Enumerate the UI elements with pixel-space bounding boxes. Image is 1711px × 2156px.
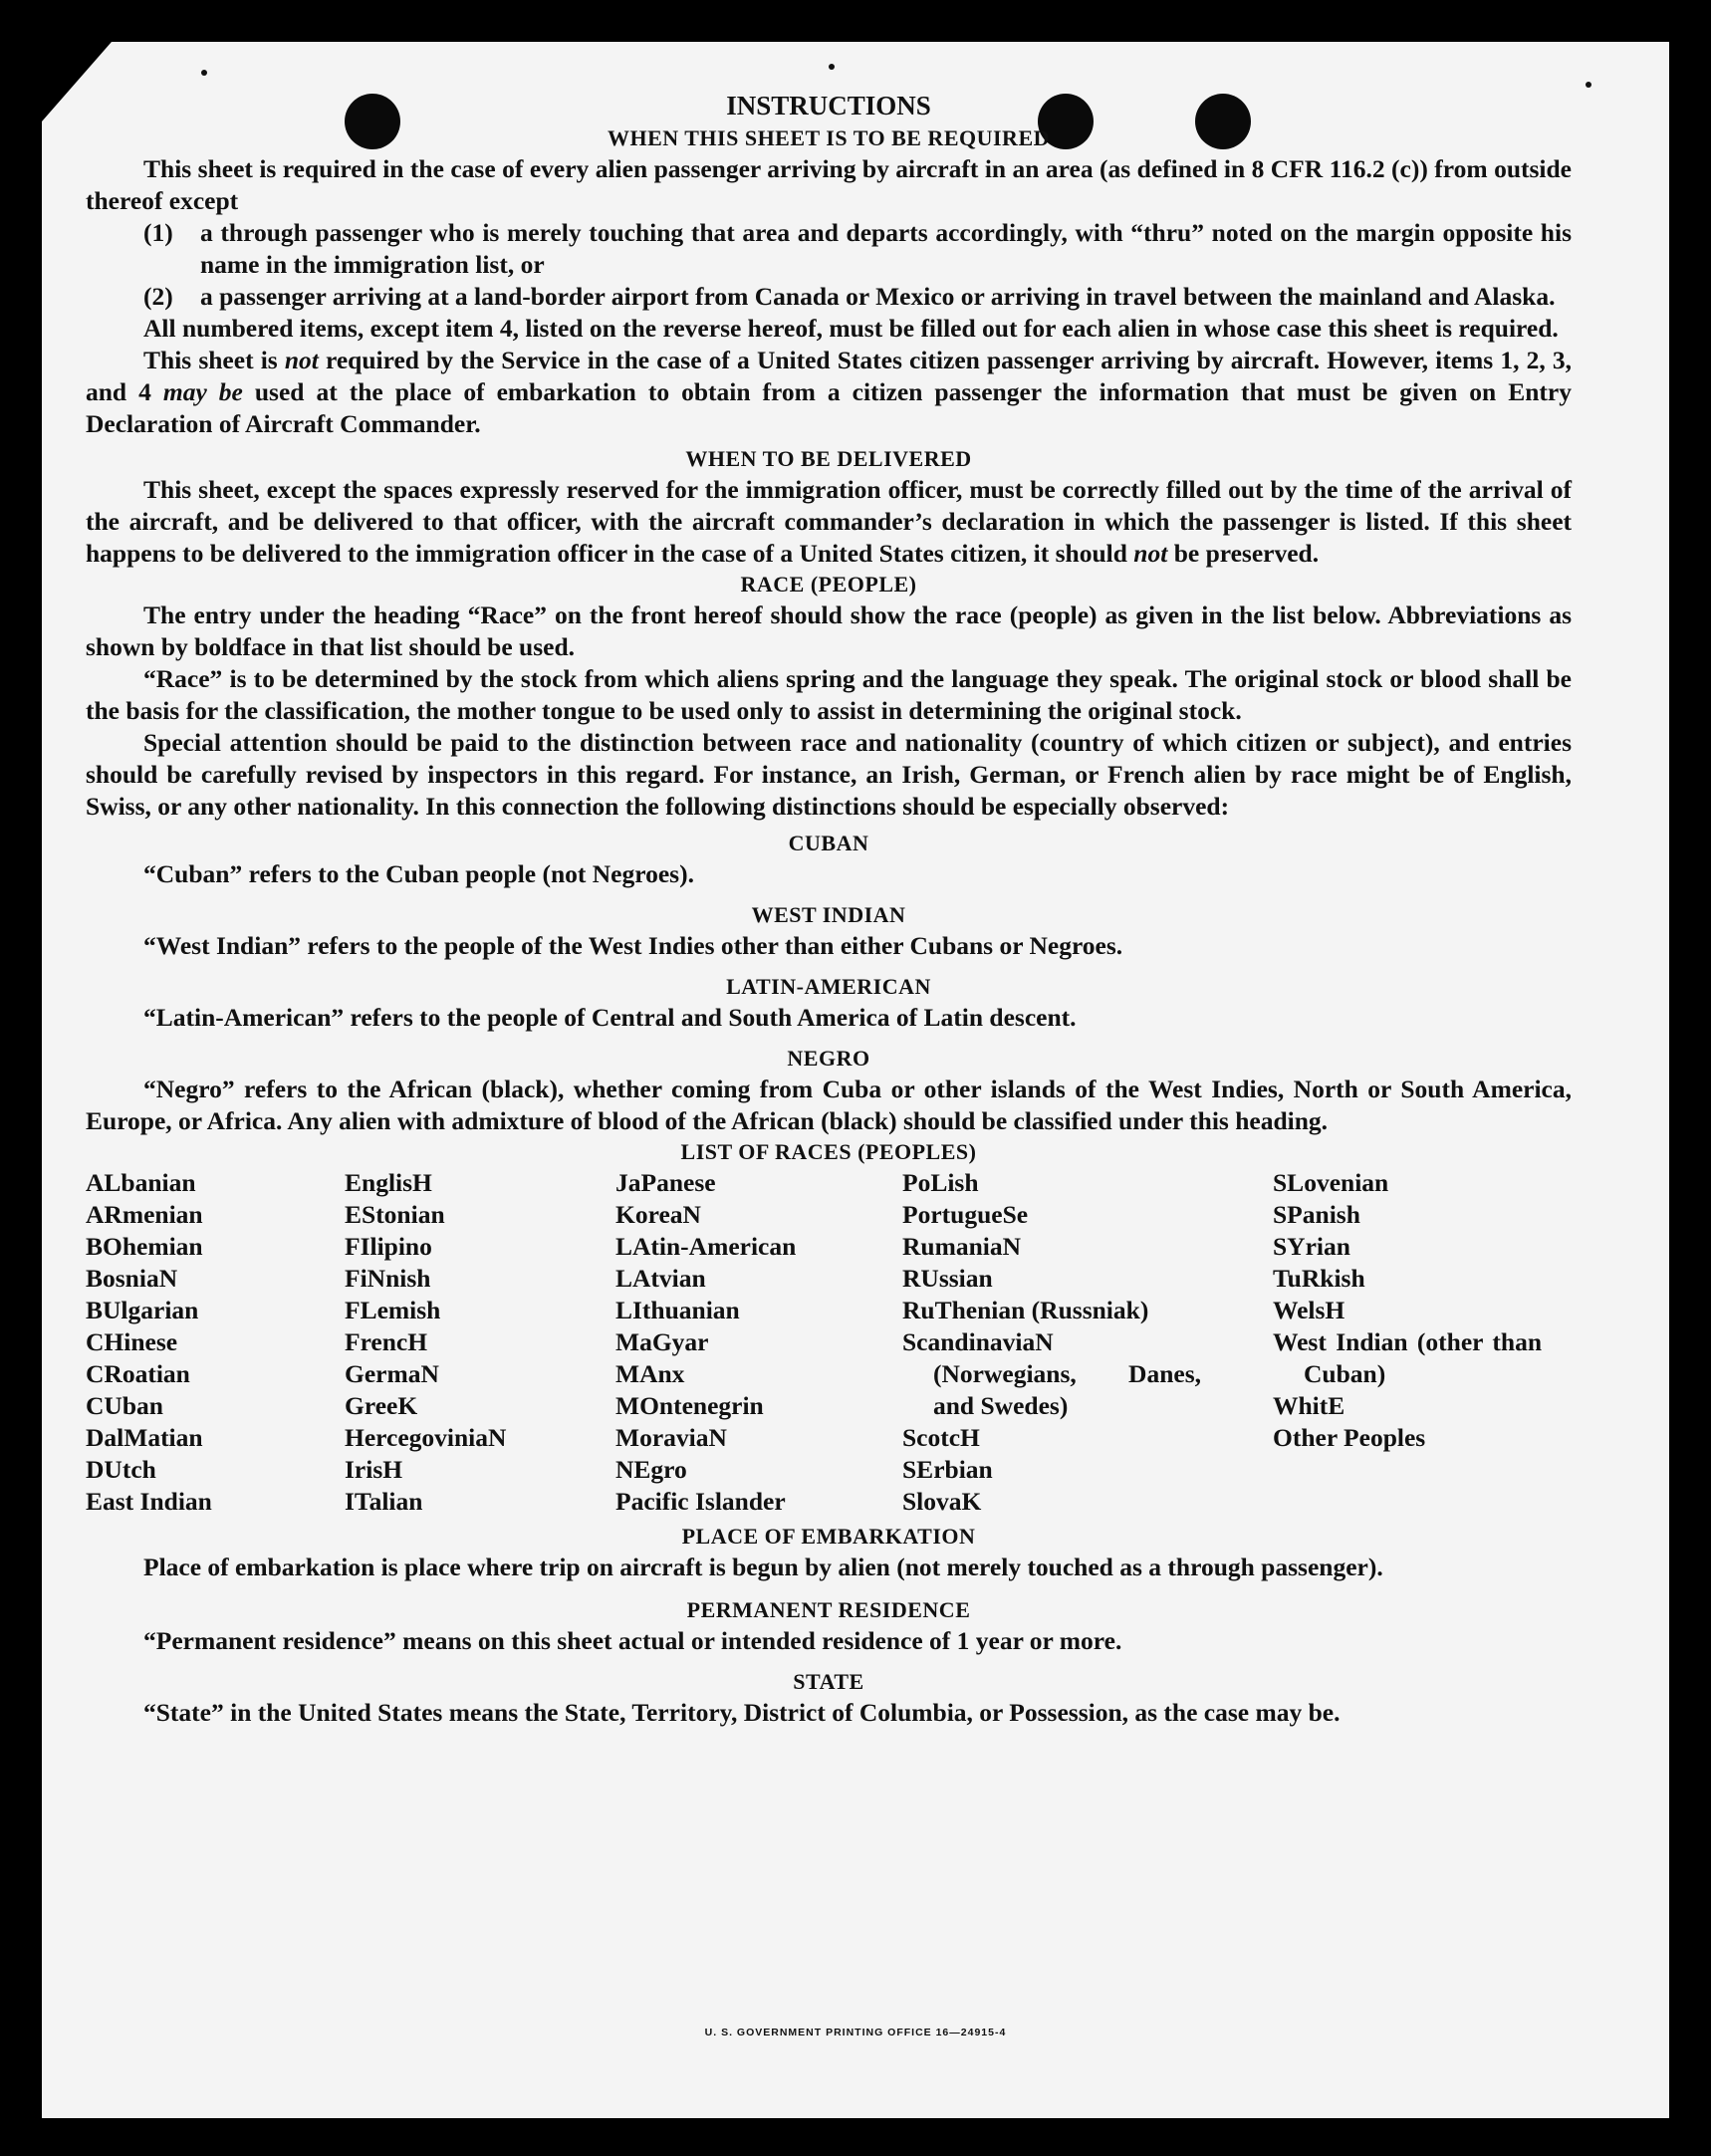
paragraph: This sheet, except the spaces expressly reserved for the immigration officer, must be correctly filled out by the time of the arrival of the aircraft, and be delivered to that officer, with the aircraft commander’s declaration in which the passenger is listed. If this sheet happens to be delivered to the immigration officer in the case of a United States citizen, it should not be preserved. [86, 475, 1572, 568]
race-list-item: HercegoviniaN [345, 1423, 507, 1452]
race-list-item: FiNnish [345, 1264, 431, 1293]
race-list-item: CUban [86, 1391, 163, 1420]
race-list-item: BUlgarian [86, 1296, 199, 1324]
race-list-item: WhitE [1273, 1391, 1345, 1420]
speck [1586, 82, 1591, 88]
section-heading: WHEN THIS SHEET IS TO BE REQUIRED [607, 125, 1051, 150]
speck [829, 64, 835, 70]
race-list-item: NEgro [615, 1455, 687, 1484]
race-list-item: CRoatian [86, 1359, 190, 1388]
race-list-item: RUssian [902, 1264, 993, 1293]
paragraph: “State” in the United States means the State, Territory, District of Columbia, or Possession, as the case may be. [143, 1698, 1341, 1727]
paragraph: This sheet is required in the case of every alien passenger arriving by aircraft in an area (as defined in 8 CFR 116.2 (c)) from outside thereof except [86, 154, 1572, 215]
race-list-item: GermaN [345, 1359, 439, 1388]
race-list-item: MoraviaN [615, 1423, 727, 1452]
race-list-item: ScotcH [902, 1423, 980, 1452]
race-list-item: SLovenian [1273, 1168, 1389, 1197]
race-list-item: KoreaN [615, 1200, 701, 1229]
race-list-item: FIlipino [345, 1232, 432, 1261]
race-list-item: East Indian [86, 1487, 212, 1516]
item-text: a through passenger who is merely touching that area and departs accordingly, with “thru” noted on the margin opposite his name in the immigration list, or [200, 218, 1572, 279]
printer-imprint: U. S. GOVERNMENT PRINTING OFFICE 16—24915-4 [704, 2027, 1007, 2038]
paragraph: “Cuban” refers to the Cuban people (not Negroes). [143, 859, 694, 888]
race-list-item: SlovaK [902, 1487, 982, 1516]
race-list-item: West Indian (other than Cuban) [1273, 1327, 1542, 1388]
race-list-item: TuRkish [1273, 1264, 1365, 1293]
section-heading: RACE (PEOPLE) [740, 572, 917, 597]
race-column [1201, 1167, 1572, 1518]
race-list-item: EStonian [345, 1200, 445, 1229]
item-number: (1) [143, 218, 173, 247]
race-list-item: SPanish [1273, 1200, 1360, 1229]
section-heading: PLACE OF EMBARKATION [681, 1524, 976, 1549]
race-list-item: LAtin-American [615, 1232, 797, 1261]
speck [201, 70, 207, 76]
race-list-item: ARmenian [86, 1200, 203, 1229]
paragraph: The entry under the heading “Race” on the front hereof should show the race (people) as given in the list below. Abbreviations as shown by boldface in that list should be used. [86, 600, 1572, 661]
race-list-item: ScandinaviaN (Norwegians, Danes, and Swedes) [902, 1327, 1201, 1420]
race-list-item: MOntenegrin [615, 1391, 764, 1420]
race-list-item: JaPanese [615, 1168, 716, 1197]
race-list-item: SYrian [1273, 1232, 1350, 1261]
list-item [86, 281, 1572, 313]
race-list-item: GreeK [345, 1391, 418, 1420]
section-heading: WEST INDIAN [751, 902, 906, 927]
section-heading: STATE [793, 1669, 864, 1694]
race-list-item: Pacific Islander [615, 1487, 786, 1516]
section-heading: PERMANENT RESIDENCE [686, 1597, 971, 1622]
list-item [86, 217, 1572, 281]
race-list-item: LAtvian [615, 1264, 706, 1293]
section-heading: NEGRO [787, 1046, 870, 1071]
race-column [902, 1167, 1201, 1518]
race-list-item: BOhemian [86, 1232, 203, 1261]
section-heading: CUBAN [788, 831, 869, 855]
race-list-item: EnglisH [345, 1168, 432, 1197]
race-list-item: BosniaN [86, 1264, 178, 1293]
paragraph: This sheet is not required by the Service in the case of a United States citizen passenger arriving by aircraft. However, items 1, 2, 3, and 4 may be used at the place of embarkation to obtain from a citizen passenger the information that must be given on Entry Declaration of Aircraft Commander. [86, 346, 1572, 438]
race-column [86, 1167, 345, 1518]
item-number: (2) [143, 282, 173, 311]
race-list-item: DalMatian [86, 1423, 203, 1452]
race-list-item: MaGyar [615, 1327, 709, 1356]
paragraph: “Race” is to be determined by the stock from which aliens spring and the language they speak. The original stock or blood shall be the basis for the classification, the mother tongue to be used only to assist in determining the original stock. [86, 664, 1572, 725]
race-list-item: Other Peoples [1273, 1423, 1426, 1452]
race-column [345, 1167, 615, 1518]
race-list-item: LIthuanian [615, 1296, 740, 1324]
page-title: INSTRUCTIONS [726, 91, 931, 120]
section-heading: LATIN-AMERICAN [726, 974, 931, 999]
race-list-item: FrencH [345, 1327, 428, 1356]
race-column [615, 1167, 902, 1518]
paragraph: “Negro” refers to the African (black), whether coming from Cuba or other islands of the West Indies, North or South America, Europe, or Africa. Any alien with admixture of blood of the African (black) should be classified under this heading. [86, 1075, 1572, 1135]
race-list-item: CHinese [86, 1327, 178, 1356]
section-heading: WHEN TO BE DELIVERED [685, 446, 972, 471]
section-heading: LIST OF RACES (PEOPLES) [680, 1139, 977, 1164]
race-list-item: DUtch [86, 1455, 156, 1484]
race-list-item: ITalian [345, 1487, 423, 1516]
paragraph: “Permanent residence” means on this sheet actual or intended residence of 1 year or more. [143, 1626, 1122, 1655]
paragraph: “West Indian” refers to the people of the West Indies other than either Cubans or Negroes. [143, 931, 1123, 960]
race-list-item: RuThenian (Russniak) [902, 1296, 1149, 1324]
race-list-item: RumaniaN [902, 1232, 1022, 1261]
race-list-item: PortugueSe [902, 1200, 1029, 1229]
race-list-item: FLemish [345, 1296, 441, 1324]
paragraph: Special attention should be paid to the distinction between race and nationality (country of which citizen or subject), and entries should be carefully revised by inspectors in this regard. For instance, an Irish, German, or French alien by race might be of English, Swiss, or any other nationality. In this connection the following distinctions should be especially observed: [86, 728, 1572, 821]
instructions-body [86, 88, 1572, 1729]
paragraph: Place of embarkation is place where trip on aircraft is begun by alien (not merely touched as a through passenger). [143, 1553, 1383, 1581]
item-text: a passenger arriving at a land-border airport from Canada or Mexico or arriving in travel between the mainland and Alaska. [200, 282, 1556, 311]
race-list [86, 1167, 1572, 1518]
race-list-item: PoLish [902, 1168, 979, 1197]
race-list-item: WelsH [1273, 1296, 1345, 1324]
race-list-item: IrisH [345, 1455, 403, 1484]
paragraph: All numbered items, except item 4, listed on the reverse hereof, must be filled out for each alien in whose case this sheet is required. [143, 314, 1559, 343]
race-list-item: SErbian [902, 1455, 993, 1484]
paragraph: “Latin-American” refers to the people of Central and South America of Latin descent. [143, 1003, 1077, 1032]
race-list-item: ALbanian [86, 1168, 196, 1197]
race-list-item: MAnx [615, 1359, 685, 1388]
